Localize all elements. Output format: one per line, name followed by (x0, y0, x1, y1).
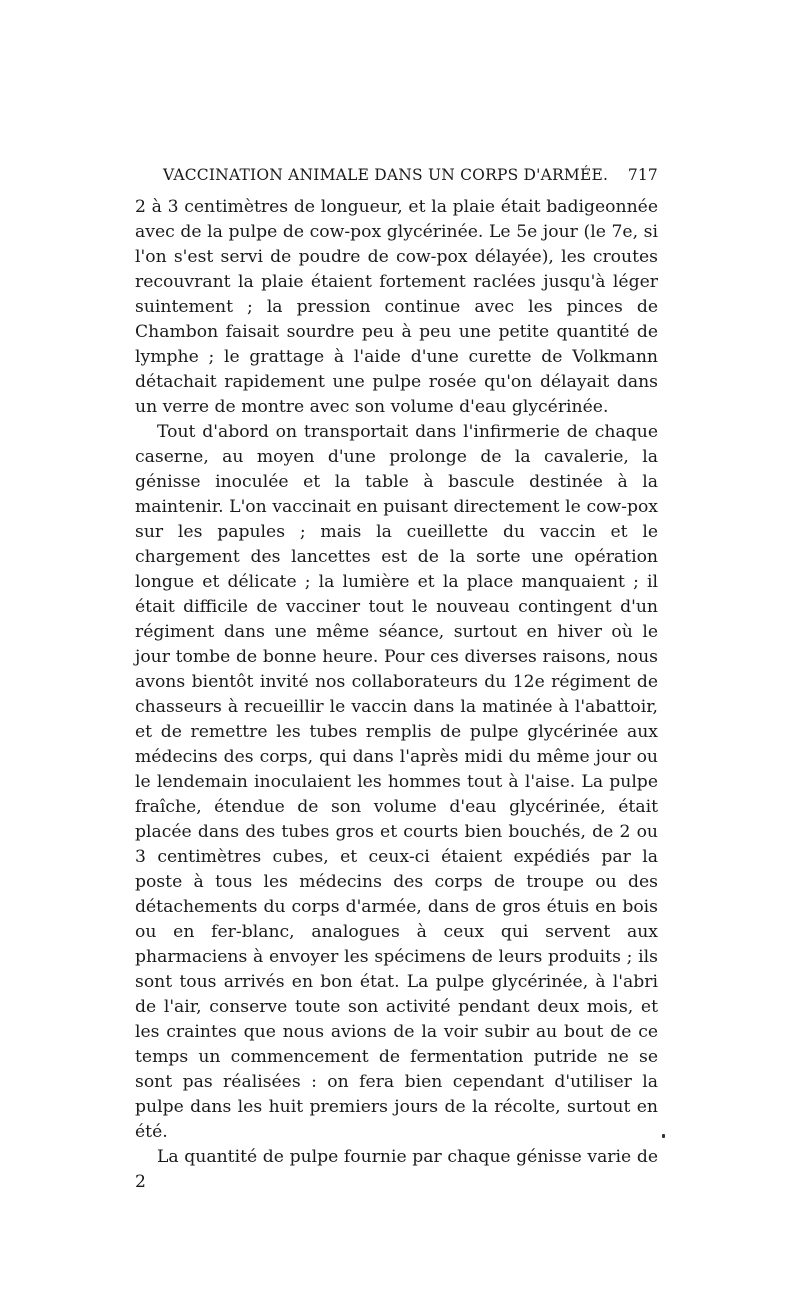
page-number: 717 (627, 166, 658, 184)
page-header (163, 166, 658, 184)
paragraph-quantity: La quantité de pulpe fournie par chaque génisse varie de 2 (135, 1147, 658, 1192)
body-text (135, 195, 658, 1195)
paragraph-continuation: 2 à 3 centimètres de longueur, et la plaie était badigeonnée avec de la pulpe de cow-pox glycérinée. Le 5e jour (le 7e, si l'on s'est servi de poudre de cow-pox délayée), les croutes recouvrant la plaie étaient fortement raclées jusqu'à léger suintement ; la pression continue avec les pinces de Chambon faisait sourdre peu à peu une petite quantité de lymphe ; le grattage à l'aide d'une curette de Volkmann détachait rapidement une pulpe rosée qu'on délayait dans un verre de montre avec son volume d'eau glycérinée. (135, 197, 658, 417)
running-title: VACCINATION ANIMALE DANS UN CORPS D'ARMÉE. (163, 166, 609, 184)
print-speck (662, 1134, 665, 1138)
paragraph-transport: Tout d'abord on transportait dans l'infirmerie de chaque caserne, au moyen d'une prolonge de la cavalerie, la génisse inoculée et la table à bascule destinée à la maintenir. L'on vaccinait en puisant directement le cow-pox sur les papules ; mais la cueillette du vaccin et le chargement des lancettes est de la sorte une opération longue et délicate ; la lumière et la place manquaient ; il était difficile de vacciner tout le nouveau contingent d'un régiment dans une même séance, surtout en hiver où le jour tombe de bonne heure. Pour ces diverses raisons, nous avons bientôt invité nos collaborateurs du 12e régiment de chasseurs à recueillir le vaccin dans la matinée à l'abattoir, et de remettre les tubes remplis de pulpe glycérinée aux médecins des corps, qui dans l'après midi du même jour ou le lendemain inoculaient les hommes tout à l'aise. La pulpe fraîche, étendue de son volume d'eau glycérinée, était placée dans des tubes gros et courts bien bouchés, de 2 ou 3 centimètres cubes, et ceux-ci étaient expédiés par la poste à tous les médecins des corps de troupe ou des détachements du corps d'armée, dans de gros étuis en bois ou en fer-blanc, analogues à ceux qui servent aux pharmaciens à envoyer les spécimens de leurs produits ; ils sont tous arrivés en bon état. La pulpe glycérinée, à l'abri de l'air, conserve toute son activité pendant deux mois, et les craintes que nous avions de la voir subir au bout de ce temps un commencement de fermentation putride ne se sont pas réalisées : on fera bien cependant d'utiliser la pulpe dans les huit premiers jours de la récolte, surtout en été. (135, 422, 658, 1142)
